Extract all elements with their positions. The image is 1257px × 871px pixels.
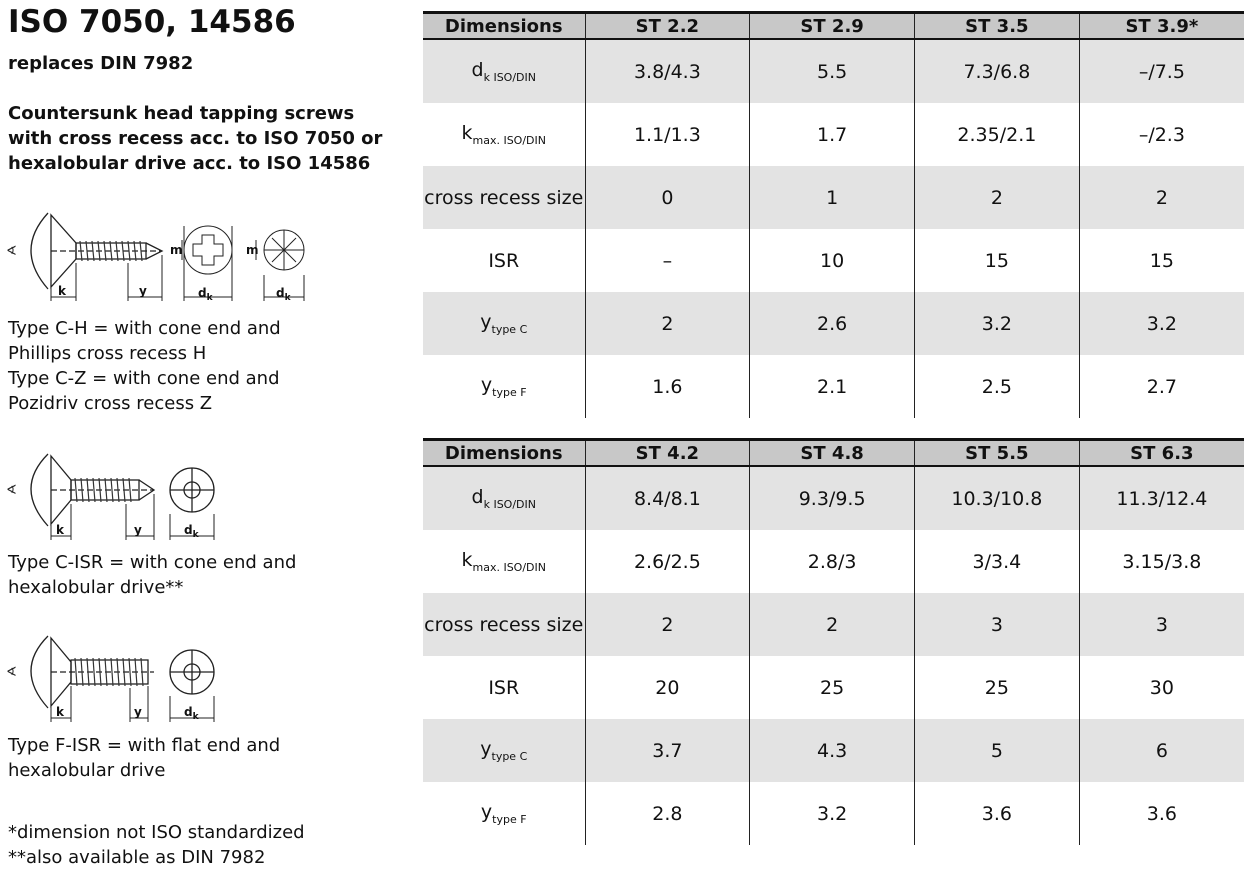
type-line: Type C-Z = with cone end and [8, 368, 280, 389]
row-label-dk: $d_{k ISO/DIN}$ [423, 39, 585, 103]
table-cell: –/2.3 [1138, 123, 1185, 146]
table-cell: 2.1 [750, 355, 915, 418]
table-cell: 2.6/2.5 [585, 530, 750, 593]
table-cell: 30 [1149, 676, 1174, 699]
svg-text:dk: $d_k$ [184, 523, 199, 540]
screw-drawing-ch-cz [6, 205, 306, 307]
table-row-dk [423, 39, 1244, 103]
table-cell: 2.8 [585, 782, 750, 845]
type-line: hexalobular drive** [8, 577, 184, 598]
table-row-isr [423, 656, 1244, 719]
table-cell: 25 [915, 656, 1080, 719]
row-label-ytypef: $y_{type F}$ [423, 355, 585, 418]
table-cell: 3/3.4 [915, 530, 1080, 593]
footnotes [8, 820, 305, 870]
table-cell: 1 [750, 166, 915, 229]
type-c-isr-description [8, 550, 296, 600]
table-row-ytypec [423, 719, 1244, 782]
column-header: Dimensions [423, 440, 585, 467]
svg-text:dk: $d_k$ [184, 705, 199, 722]
type-line: Type F-ISR = with flat end and [8, 735, 281, 756]
table-cell: 1.6 [585, 355, 750, 418]
description-line: with cross recess acc. to ISO 7050 or [8, 128, 383, 149]
svg-text:y: y [134, 705, 142, 719]
column-header: ST 3.5 [915, 13, 1080, 40]
table-cell: 3.8/4.3 [585, 39, 750, 103]
table-header-row [423, 13, 1244, 40]
table-row-cross-recess [423, 593, 1244, 656]
footnote: *dimension not ISO standardized [8, 822, 305, 843]
table-cell: – [585, 229, 750, 292]
svg-text:dk: $d_k$ [276, 286, 291, 303]
table-row-isr [423, 229, 1244, 292]
table-cell: 3.6 [1146, 802, 1177, 825]
table-cell: 3.2 [915, 292, 1080, 355]
table-row-ytypef [423, 782, 1244, 845]
table-cell: 8.4/8.1 [585, 466, 750, 530]
table-row-ytypec [423, 292, 1244, 355]
column-header: ST 2.2 [585, 13, 750, 40]
table-cell: 1.1/1.3 [585, 103, 750, 166]
svg-text:k: k [56, 705, 64, 719]
svg-text:y: y [139, 284, 147, 298]
table-cell: 9.3/9.5 [750, 466, 915, 530]
type-line: Pozidriv cross recess Z [8, 393, 213, 414]
table-cell: 25 [750, 656, 915, 719]
table-cell: 5 [915, 719, 1080, 782]
description-line: Countersunk head tapping screws [8, 103, 355, 124]
table-row-dk [423, 466, 1244, 530]
row-label-dk: $d_{k ISO/DIN}$ [423, 466, 585, 530]
table-cell: 15 [1149, 249, 1174, 272]
table-cell: 11.3/12.4 [1079, 466, 1244, 530]
svg-text:m: m [170, 243, 183, 257]
table-cell: 0 [585, 166, 750, 229]
type-line: Type C-ISR = with cone end and [8, 552, 297, 573]
table-row-kmax [423, 530, 1244, 593]
description-line: hexalobular drive acc. to ISO 14586 [8, 153, 371, 174]
type-ch-cz-description [8, 316, 281, 416]
row-label-kmax: $k_{max. ISO/DIN}$ [423, 103, 585, 166]
table-cell: 2 [585, 593, 750, 656]
column-header: ST 4.2 [585, 440, 750, 467]
product-description [8, 101, 382, 176]
svg-text:k: k [56, 523, 64, 537]
row-label-cross-recess: cross recess size [423, 166, 585, 229]
type-f-isr-description [8, 733, 280, 783]
table-cell: 2.5 [915, 355, 1080, 418]
table-cell: 7.3/6.8 [915, 39, 1080, 103]
table-cell: 10.3/10.8 [915, 466, 1080, 530]
column-header: ST 2.9 [750, 13, 915, 40]
screw-drawing-c-isr [6, 448, 226, 544]
row-label-isr: ISR [423, 229, 585, 292]
table-cell: 2.6 [750, 292, 915, 355]
row-label-ytypef: $y_{type F}$ [423, 782, 585, 845]
table-cell: 2 [750, 593, 915, 656]
column-header: Dimensions [423, 13, 585, 40]
table-cell: 5.5 [750, 39, 915, 103]
screw-drawing-f-isr [6, 630, 226, 726]
table-cell: 3.2 [750, 782, 915, 845]
page-title: ISO 7050, 14586 [8, 4, 296, 40]
table-cell: 10 [750, 229, 915, 292]
row-label-kmax: $k_{max. ISO/DIN}$ [423, 530, 585, 593]
column-header: ST 5.5 [915, 440, 1080, 467]
column-header: ST 6.3 [1079, 440, 1244, 467]
svg-text:k: k [58, 284, 66, 298]
table-cell: 3.2 [1079, 292, 1244, 355]
table-cell: 3.15/3.8 [1122, 550, 1202, 573]
table-cell: 3 [1079, 593, 1244, 656]
svg-text:m: m [246, 243, 259, 257]
row-label-cross-recess: cross recess size [423, 593, 585, 656]
page-subtitle: replaces DIN 7982 [8, 53, 194, 74]
table-cell: 1.7 [750, 103, 915, 166]
table-row-kmax [423, 103, 1244, 166]
dimensions-table-st42-st63 [423, 438, 1244, 845]
type-line: Type C-H = with cone end and [8, 318, 281, 339]
type-line: Phillips cross recess H [8, 343, 207, 364]
svg-text:dk: $d_k$ [198, 286, 213, 303]
row-label-ytypec: $y_{type C}$ [423, 719, 585, 782]
table-cell: 2 [1079, 166, 1244, 229]
table-cell: 3.7 [585, 719, 750, 782]
footnote: **also available as DIN 7982 [8, 847, 266, 868]
table-cell: 3 [915, 593, 1080, 656]
table-cell: 20 [585, 656, 750, 719]
svg-text:y: y [134, 523, 142, 537]
row-label-ytypec: $y_{type C}$ [423, 292, 585, 355]
column-header: ST 4.8 [750, 440, 915, 467]
table-cell: 6 [1079, 719, 1244, 782]
svg-text:∢: ∢ [6, 483, 17, 498]
table-cell: 4.3 [750, 719, 915, 782]
table-header-row [423, 440, 1244, 467]
type-line: hexalobular drive [8, 760, 166, 781]
table-cell: 2.7 [1146, 375, 1177, 398]
column-header: ST 3.9* [1079, 13, 1244, 40]
table-cell: 2 [915, 166, 1080, 229]
table-row-cross-recess [423, 166, 1244, 229]
table-cell: 3.6 [915, 782, 1080, 845]
table-cell: 2.35/2.1 [915, 103, 1080, 166]
svg-text:∢: ∢ [6, 665, 17, 680]
dimensions-table-st22-st39 [423, 11, 1244, 418]
svg-text:∢: ∢ [6, 244, 17, 259]
row-label-isr: ISR [423, 656, 585, 719]
table-cell: 15 [915, 229, 1080, 292]
table-row-ytypef [423, 355, 1244, 418]
table-cell: 2.8/3 [750, 530, 915, 593]
table-cell: 2 [585, 292, 750, 355]
table-cell: –/7.5 [1079, 39, 1244, 103]
